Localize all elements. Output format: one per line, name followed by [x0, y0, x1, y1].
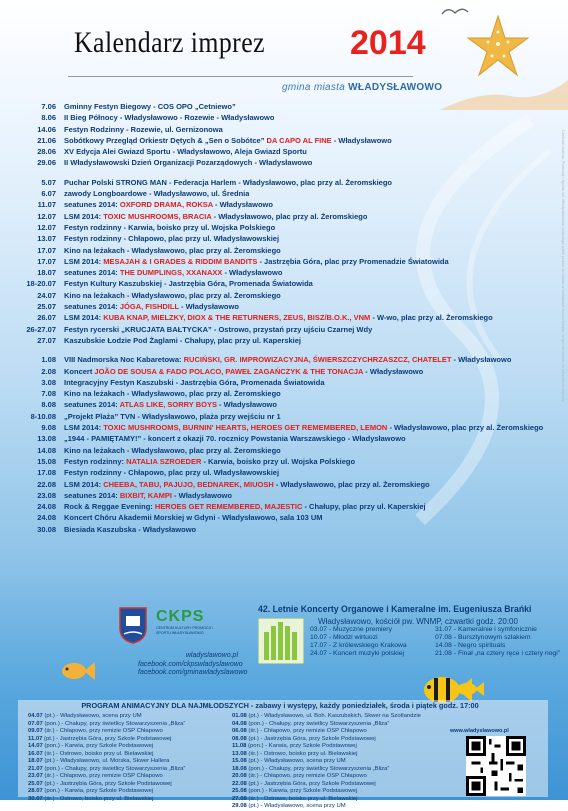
event-row — [20, 335, 560, 346]
event-date: 17.08 — [37, 468, 56, 478]
event-row — [20, 411, 560, 422]
program-item — [28, 788, 185, 796]
event-row — [20, 233, 560, 244]
event-row — [20, 157, 560, 168]
event-text: zawody Longboardowe - Władysławowo, ul. Średnia — [64, 189, 250, 199]
event-description — [64, 399, 277, 410]
event-date: 29.06 — [37, 158, 56, 168]
program-place: (pt.) - Władysławowo, scena przy UM — [246, 803, 346, 809]
event-text: „Projekt Plaża” TVN - Władysławowo, plaża przy wejściu nr 1 — [64, 411, 281, 421]
program-date: 07.07 — [28, 720, 43, 727]
event-date: 12.07 — [37, 211, 56, 221]
event-text: - Władysławowo — [451, 355, 512, 365]
organ-subtitle: Władysławowo, kościół pw. WNMP, czwartki godz. 20:00 — [318, 617, 518, 626]
year: 2014 — [350, 24, 426, 62]
event-description — [64, 501, 426, 512]
event-row — [20, 524, 560, 535]
event-text: Festyn rycerski „KRUCJATA BAŁTYCKA” - Ostrowo, przystań przy ujściu Czarnej Wdy — [64, 324, 373, 334]
event-artists: CHEEBA, TABU, PAJUJO, BEDNAREK, MIUOSH — [103, 479, 274, 489]
event-date: 13.07 — [37, 234, 56, 244]
event-group — [20, 354, 560, 535]
program-place: (pon.) - Karwia, przy Szkole Podstawowej — [246, 743, 357, 749]
program-date: 14.07 — [28, 743, 43, 749]
event-row — [20, 290, 560, 301]
program-date: 23.07 — [28, 773, 43, 779]
event-date: 5.07 — [41, 177, 56, 187]
event-date: 8-10.08 — [30, 411, 56, 421]
event-text: LSM 2014: — [64, 211, 104, 221]
program-item — [232, 796, 421, 804]
event-row — [20, 256, 560, 267]
organ-concert-item: 31.07 - Kameralnie i symfonicznie — [434, 626, 537, 633]
program-item — [232, 773, 421, 781]
program-place: (śr.) - Ostrowo, boisko przy ul. Bielawskiej — [246, 795, 358, 802]
contact-link[interactable]: facebook.com/gminawladyslawowo — [138, 669, 248, 676]
event-description — [64, 199, 273, 210]
event-artists: BIXBIT, KAMPI — [119, 490, 172, 500]
event-row — [20, 501, 560, 512]
event-text: LSM 2014: — [64, 423, 104, 433]
event-text: II Władysławowski Dzień Organizacji Pozarządowych - Władysławowo — [64, 158, 313, 168]
event-date: 18.07 — [37, 268, 56, 278]
program-place: (pt.) - Władysławowo, ul. Morska, Skwer Hallera — [42, 758, 170, 764]
event-date: 27.07 — [37, 335, 56, 345]
program-date: 29.08 — [232, 803, 247, 809]
event-text: Integracyjny Festyn Kaszubski - Jastrzębia Góra, Promenada Światowida — [64, 377, 325, 387]
ckps-logo: CKPS CENTRUM KULTURY PROMOCJI I SPORTU WŁADYSŁAWOWO — [156, 608, 214, 635]
program-item — [232, 758, 421, 766]
program-date: 18.08 — [232, 765, 247, 772]
event-description — [64, 512, 323, 523]
program-item — [232, 766, 421, 774]
organ-concert-item: 14.08 - Negro spirituals — [434, 642, 506, 649]
event-text: - Władysławowo — [216, 400, 277, 410]
event-date: 9.08 — [41, 423, 56, 433]
event-description — [64, 290, 281, 301]
program-place: (pt.) - Władysławowo, scena przy UM — [42, 713, 142, 719]
event-artists: JOÃO DE SOUSA & FADO POLACO, PAWEŁ ZAGAŃCZYK & THE TONACJA — [94, 366, 364, 376]
event-text: - Władysławowo, plac przy al. Żeromskiego — [387, 423, 544, 433]
event-date: 8.08 — [41, 400, 56, 410]
program-right-column — [232, 713, 421, 811]
organ-schedule — [310, 626, 560, 658]
event-text: Kino na leżakach - Władysławowo, plac przy al. Żeromskiego — [64, 445, 281, 455]
event-text: Koncert — [64, 366, 95, 376]
event-description — [64, 445, 281, 456]
program-date: 13.08 — [232, 750, 247, 757]
organ-pipes-icon — [258, 618, 304, 664]
program-date: 04.07 — [28, 713, 43, 719]
event-artists: MESAJAH & I GRADES & RIDDIM BANDITS — [103, 256, 258, 266]
program-item — [232, 781, 421, 789]
program-place: (śr.) - Ostrowo, boisko przy ul. Bielawskiej — [246, 750, 358, 757]
event-artists: JÓGA, FISHDILL — [119, 302, 179, 312]
event-date: 15.08 — [37, 456, 56, 466]
event-text: - Władysławowo — [222, 268, 283, 278]
event-row — [20, 135, 560, 146]
event-row — [20, 422, 560, 433]
event-date: 24.08 — [37, 502, 56, 512]
event-description — [64, 354, 511, 365]
event-description — [64, 245, 281, 256]
header — [0, 0, 568, 100]
program-date: 11.07 — [28, 735, 43, 742]
event-row — [20, 445, 560, 456]
program-place: (śr.) - Chłapowo, przy remizie OSP Chłapowo — [42, 773, 163, 779]
program-place: (pt.) - Jastrzębia Góra, przy Szkole Podstawowej — [42, 780, 172, 787]
event-text: seatunes 2014: — [64, 400, 120, 410]
organ-title: 42. Letnie Koncerty Organowe i Kameralne im. Eugeniusza Brańki — [258, 604, 532, 615]
program-date: 27.08 — [232, 795, 247, 802]
event-text: Koncert Chóru Akademii Morskiej w Gdyni - Władysławowo, sala 103 UM — [64, 513, 323, 523]
event-description — [64, 267, 282, 278]
event-description — [64, 411, 281, 422]
event-description — [64, 388, 281, 399]
event-text: - Władysławowo, plac przy al. Żeromskiego — [211, 211, 368, 221]
program-place: (śr.) - Chłapowo, przy remizie OSP Chłapowo — [246, 728, 367, 734]
event-text: seatunes 2014: — [64, 268, 120, 278]
event-row — [20, 222, 560, 233]
program-place: (śr.) - Chłapowo, przy remizie OSP Chłapowo — [246, 773, 367, 779]
program-item — [232, 803, 421, 811]
program-item — [28, 773, 185, 781]
program-date: 25.07 — [28, 780, 43, 787]
event-description — [64, 222, 275, 233]
program-place: (pt.) - Władysławowo, ul. Boh. Kaszubskich, Skwer na Szotlandzie — [246, 713, 421, 719]
program-place: (pt.) - Jastrzębia Góra, przy Szkole Podstawowej — [42, 735, 172, 742]
program-date: 15.08 — [232, 758, 247, 764]
event-row — [20, 479, 560, 490]
event-row — [20, 490, 560, 501]
program-date: 08.08 — [232, 735, 247, 742]
event-date: 28.06 — [37, 147, 56, 157]
fish-icon — [60, 660, 96, 682]
event-artists: DA CAPO AL FINE — [266, 135, 332, 145]
contact-link[interactable]: wladyslawowo.pl — [185, 652, 238, 659]
event-date: 11.07 — [37, 200, 56, 210]
event-description — [64, 211, 367, 222]
event-description — [64, 324, 372, 335]
event-text: seatunes 2014: — [64, 490, 120, 500]
event-artists: KUBA KNAP, MIELZKY, DIOX & THE RETURNERS, ZEUS, BISZ/B.O.K., VNM — [103, 313, 371, 323]
event-text: - Władysławowo — [331, 135, 392, 145]
qr-code[interactable] — [466, 736, 526, 796]
program-item — [28, 781, 185, 789]
event-date: 26-27.07 — [26, 324, 56, 334]
event-date: 3.08 — [41, 377, 56, 387]
event-description — [64, 157, 312, 168]
event-artists: NATALIA SZROEDER — [126, 456, 202, 466]
event-description — [64, 490, 232, 501]
event-row — [20, 112, 560, 123]
event-text: - W-wo, plac przy al. Żeromskiego — [370, 313, 493, 323]
event-artists: RUCIŃSKI, GR. IMPROWIZACYJNA, ŚWIERSZCZYCHRZASZCZ, CHATELET — [183, 355, 452, 365]
event-description — [64, 112, 274, 123]
program-place: (pt.) - Jastrzębia Góra, przy Szkole Podstawowej — [246, 735, 376, 742]
event-date: 17.07 — [37, 256, 56, 266]
event-row — [20, 312, 560, 323]
event-row — [20, 211, 560, 222]
event-description — [64, 524, 196, 535]
event-row — [20, 267, 560, 278]
event-artists: ATLAS LIKE, SORRY BOYS — [119, 400, 217, 410]
event-row — [20, 301, 560, 312]
event-description — [64, 467, 279, 478]
event-description — [64, 377, 325, 388]
event-date: 26.07 — [37, 313, 56, 323]
subtitle-prefix: gmina miasta — [282, 82, 346, 93]
organ-concert-item: 17.07 - Z królewskiego Krakowa — [310, 642, 407, 649]
event-row — [20, 388, 560, 399]
event-row — [20, 377, 560, 388]
program-item — [232, 721, 421, 729]
organ-concert-item: 21.08 - Finał „na cztery ręce i cztery nogi” — [434, 650, 560, 657]
event-text: Rock & Reggae Evening: — [64, 502, 155, 512]
event-group — [20, 101, 560, 169]
event-text: Gminny Festyn Biegowy - COS OPO „Cetniewo” — [64, 102, 236, 111]
program-title: PROGRAM ANIMACYJNY DLA NAJMŁODSZYCH - zabawy i występy, każdy poniedziałek, środa i piątek godz. 17:00 — [81, 701, 479, 710]
fish-icon-2 — [455, 680, 485, 698]
program-item — [28, 728, 185, 736]
event-row — [20, 188, 560, 199]
event-text: Kino na leżakach - Władysławowo, plac przy al. Żeromskiego — [64, 245, 281, 255]
event-description — [64, 422, 543, 433]
contact-link[interactable]: facebook.com/ckpswladyslawowo — [138, 660, 243, 668]
event-text: XV Edycja Alei Gwiazd Sportu - Władysławowo, Aleja Gwiazd Sportu — [64, 147, 307, 157]
event-date: 13.08 — [37, 434, 56, 444]
program-item — [28, 751, 185, 759]
event-text: Sobótkowy Przegląd Orkiestr Dętych & „Sen o Sobótce” — [64, 135, 267, 145]
event-text: - Karwia, boisko przy ul. Wojska Polskiego — [201, 456, 356, 466]
event-text: VIII Nadmorska Noc Kabaretowa: — [64, 355, 184, 365]
event-description — [64, 177, 392, 188]
event-text: Festyn Kultury Kaszubskiej - Jastrzębia Góra, Promenada Światowida — [64, 279, 313, 289]
event-row — [20, 456, 560, 467]
event-description — [64, 135, 392, 146]
subtitle-town: WŁADYSŁAWOWO — [348, 82, 443, 93]
program-place: (pon.) - Chałupy, przy świetlicy Stowarzyszenia „Bliza” — [246, 765, 390, 772]
contact-links — [138, 652, 248, 678]
event-text: „1944 - PAMIĘTAMY!” - koncert z okazji 70. rocznicy Powstania Warszawskiego - Władysławowo — [64, 434, 406, 444]
event-description — [64, 101, 236, 112]
event-text: Kino na leżakach - Władysławowo, plac przy al. Żeromskiego — [64, 389, 281, 399]
event-description — [64, 188, 249, 199]
event-text: - Chałupy, plac przy ul. Kaperskiej — [302, 502, 426, 512]
event-description — [64, 312, 493, 323]
program-place: (śr.) - Ostrowo, boisko przy ul. Bielawskiej — [42, 795, 154, 802]
event-date: 12.07 — [37, 222, 56, 232]
program-item — [28, 758, 185, 766]
program-left-column — [28, 713, 185, 803]
event-group — [20, 177, 560, 346]
program-date: 04.08 — [232, 720, 247, 727]
coat-of-arms-icon — [118, 606, 148, 644]
event-row — [20, 146, 560, 157]
event-text: seatunes 2014: — [64, 302, 120, 312]
program-date: 28.07 — [28, 788, 43, 794]
side-note: Centrum Kultury, Promocji i Sportu we Władysławowie zastrzega sobie prawo do zmian w rozkładzie koncertowym, w tym terminów do odwołania imprezy — [561, 130, 566, 403]
program-date: 01.08 — [232, 713, 247, 719]
event-row — [20, 433, 560, 444]
event-text: - Władysławowo, plac przy al. Żeromskiego — [273, 479, 430, 489]
event-text: Festyn rodzinny: — [64, 456, 127, 466]
program-date: 16.07 — [28, 750, 43, 757]
event-description — [64, 233, 279, 244]
event-description — [64, 124, 223, 135]
event-description — [64, 301, 239, 312]
program-item — [28, 766, 185, 774]
event-description — [64, 366, 423, 377]
event-artists: THE DUMPLINGS, XXANAXX — [119, 268, 223, 278]
program-place: (pon.) - Chałupy, przy świetlicy Stowarzyszenia „Bliza” — [42, 765, 186, 772]
event-artists: OXFORD DRAMA, ROKSA — [119, 200, 213, 210]
event-text: Biesiada Kaszubska - Władysławowo — [64, 524, 197, 534]
event-description — [64, 456, 355, 467]
event-text: LSM 2014: — [64, 479, 104, 489]
event-text: - Władysławowo — [178, 302, 239, 312]
event-text: Festyn rodzinny - Karwia, boisko przy ul. Wojska Polskiego — [64, 222, 276, 232]
event-date: 17.07 — [37, 245, 56, 255]
event-text: Festyn rodzinny - Chłapowo, plac przy ul. Władysławowskiej — [64, 234, 280, 244]
event-text: II Bieg Północy - Władysławowo - Rozewie - Władysławowo — [64, 113, 275, 123]
event-description — [64, 479, 430, 490]
event-date: 24.08 — [37, 513, 56, 523]
event-row — [20, 124, 560, 135]
event-date: 2.08 — [41, 366, 56, 376]
program-item — [232, 751, 421, 759]
event-row — [20, 101, 560, 112]
program-date: 25.08 — [232, 788, 247, 794]
event-date: 30.08 — [37, 524, 56, 534]
organ-concert-item: 10.07 - Młodzi wirtuozi — [310, 634, 378, 641]
event-row — [20, 512, 560, 523]
event-date: 7.08 — [41, 389, 56, 399]
website-label: www.wladyslawowo.pl — [450, 728, 509, 734]
org-logos — [118, 606, 238, 646]
program-place: (pon.) - Karwia, przy Szkole Podstawowej — [42, 743, 154, 749]
event-description — [64, 256, 449, 267]
program-place: (pon.) - Chałupy, przy świetlicy Stowarzyszenia „Bliza” — [42, 720, 186, 727]
event-date: 14.06 — [37, 124, 56, 134]
program-item — [232, 736, 421, 744]
event-text: Puchar Polski STRONG MAN - Federacja Harlem - Władysławowo, plac przy al. Żeromskiego — [64, 177, 393, 187]
program-date: 09.07 — [28, 728, 43, 734]
program-place: (pon.) - Karwia, przy Szkole Podstawowej — [246, 788, 358, 794]
program-place: (pon.) - Karwia, przy Szkole Podstawowej — [42, 788, 154, 794]
program-place: (śr.) - Chłapowo, przy remizie OSP Chłapowo — [42, 728, 163, 734]
event-date: 22.08 — [37, 479, 56, 489]
program-item — [28, 721, 185, 729]
event-date: 1.08 — [41, 355, 56, 365]
program-item — [232, 728, 421, 736]
event-description — [64, 146, 307, 157]
event-text: LSM 2014: — [64, 313, 104, 323]
program-item — [28, 736, 185, 744]
event-date: 23.08 — [37, 490, 56, 500]
subtitle — [282, 82, 442, 93]
program-date: 18.07 — [28, 758, 43, 764]
event-row — [20, 467, 560, 478]
page-title: Kalendarz imprez — [74, 26, 265, 59]
event-description — [64, 433, 406, 444]
title-underline — [68, 76, 413, 77]
program-place: (pt.) - Władysławowo, scena przy UM — [246, 758, 346, 764]
program-date: 21.07 — [28, 765, 43, 772]
event-text: - Władysławowo — [171, 490, 232, 500]
event-date: 24.07 — [37, 290, 56, 300]
event-description — [64, 335, 301, 346]
event-row — [20, 199, 560, 210]
organ-concert-item: 03.07 - Muzyczne premiery — [310, 626, 392, 633]
event-date: 8.06 — [41, 113, 56, 123]
event-date: 18-20.07 — [26, 279, 56, 289]
event-date: 14.08 — [37, 445, 56, 455]
event-row — [20, 245, 560, 256]
program-item — [28, 713, 185, 721]
event-text: - Jastrzębia Góra, plac przy Promenadzie Światowida — [257, 256, 449, 266]
program-place: (pon.) - Chałupy, przy świetlicy Stowarzyszenia „Bliza” — [246, 720, 390, 727]
event-text: LSM 2014: — [64, 256, 104, 266]
event-date: 21.06 — [37, 135, 56, 145]
event-row — [20, 354, 560, 365]
program-item — [232, 743, 421, 751]
event-date: 7.06 — [41, 102, 56, 111]
program-item — [28, 743, 185, 751]
event-date: 25.07 — [37, 302, 56, 312]
program-item — [232, 713, 421, 721]
event-artists: TOXIC MUSHROOMS, BURNIN' HEARTS, HEROES GET REMEMBERED, LEMON — [103, 423, 388, 433]
event-text: seatunes 2014: — [64, 200, 120, 210]
event-description — [64, 278, 313, 289]
event-text: Kaszubskie Łodzie Pod Żaglami - Chałupy, plac przy ul. Kaperskiej — [64, 335, 302, 345]
event-text: Kino na leżakach - Władysławowo, plac przy al. Żeromskiego — [64, 290, 281, 300]
organ-concert-item: 07.08 - Bursztynowym szlakiem — [434, 634, 531, 641]
program-item — [232, 788, 421, 796]
event-row — [20, 399, 560, 410]
event-text: - Władysławowo — [363, 366, 424, 376]
program-date: 22.08 — [232, 780, 247, 787]
program-date: 06.08 — [232, 728, 247, 734]
program-item — [28, 796, 185, 804]
event-row — [20, 366, 560, 377]
event-row — [20, 278, 560, 289]
program-place: (śr.) - Ostrowo, boisko przy ul. Bielawskiej — [42, 750, 154, 757]
program-date: 11.08 — [232, 743, 247, 749]
program-place: (pt.) - Jastrzębia Góra, przy Szkole Podstawowej — [246, 780, 376, 787]
event-row — [20, 324, 560, 335]
event-text: - Władysławowo — [212, 200, 273, 210]
event-text: Festyn Rodzinny - Rozewie, ul. Gernizonowa — [64, 124, 223, 134]
events-list — [20, 101, 560, 543]
event-text: Festyn rodzinny - Chłapowo, plac przy ul. Władysławowskiej — [64, 468, 280, 478]
event-date: 6.07 — [41, 189, 56, 199]
organ-concert-item: 24.07 - Koncert muzyki polskiej — [310, 650, 405, 657]
event-artists: HEROES GET REMEMBERED, MAJESTIC — [154, 502, 303, 512]
program-date: 20.08 — [232, 773, 247, 779]
program-date: 30.07 — [28, 795, 43, 802]
event-row — [20, 177, 560, 188]
event-artists: TOXIC MUSHROOMS, BRACIA — [103, 211, 212, 221]
